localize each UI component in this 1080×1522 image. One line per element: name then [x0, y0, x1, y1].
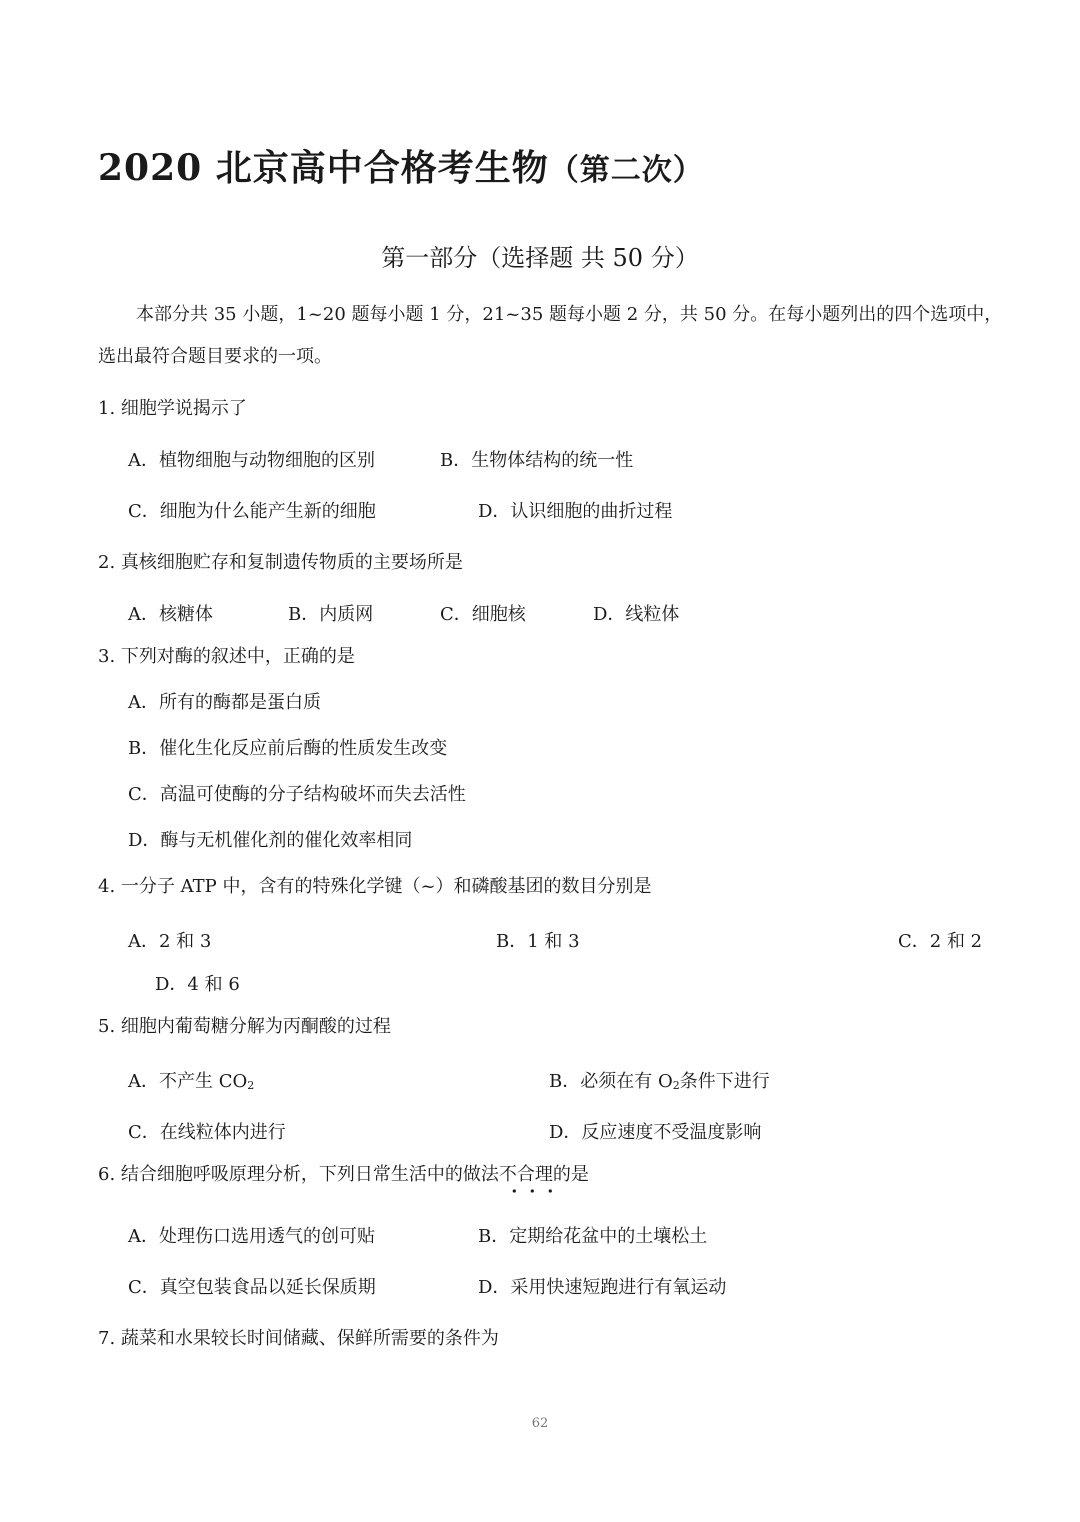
- q6-option-b: B．定期给花盆中的土壤松土: [478, 1226, 708, 1247]
- q4-option-b: B．1 和 3: [496, 931, 580, 952]
- question-7-stem: 7. 蔬菜和水果较长时间储藏、保鲜所需要的条件为: [98, 1328, 499, 1349]
- q4-option-d: D．4 和 6: [155, 974, 240, 995]
- q6-stem-after: 的是: [552, 1164, 589, 1185]
- question-4-stem: 4. 一分子 ATP 中，含有的特殊化学键（~）和磷酸基团的数目分别是: [98, 876, 652, 897]
- q6-option-a: A．处理伤口选用透气的创可贴: [128, 1226, 375, 1247]
- q6-stem-emphasis: 不合理: [498, 1164, 553, 1185]
- instructions-line1: 本部分共 35 小题，1~20 题每小题 1 分，21~35 题每小题 2 分，共 50 分。在每小题列出的四个选项中，: [136, 304, 1003, 325]
- q2-option-b: B．内质网: [288, 604, 374, 625]
- q4-option-a: A．2 和 3: [128, 931, 212, 952]
- q1-option-b: B．生物体结构的统一性: [440, 450, 634, 471]
- instructions-line2: 选出最符合题目要求的一项。: [98, 346, 332, 367]
- q3-option-d: D．酶与无机催化剂的催化效率相同: [128, 830, 413, 851]
- q6-stem-before: 6. 结合细胞呼吸原理分析，下列日常生活中的做法: [98, 1164, 499, 1185]
- q3-option-b: B．催化生化反应前后酶的性质发生改变: [128, 738, 448, 759]
- q1-option-d: D．认识细胞的曲折过程: [478, 501, 673, 522]
- q2-option-c: C．细胞核: [440, 604, 526, 625]
- q3-option-a: A．所有的酶都是蛋白质: [128, 692, 321, 713]
- q6-option-d: D．采用快速短跑进行有氧运动: [478, 1277, 727, 1298]
- q2-option-a: A．核糖体: [128, 604, 213, 625]
- q1-option-c: C．细胞为什么能产生新的细胞: [128, 501, 376, 522]
- q6-option-c: C．真空包装食品以延长保质期: [128, 1277, 376, 1298]
- question-2-stem: 2. 真核细胞贮存和复制遗传物质的主要场所是: [98, 552, 463, 573]
- section-title: 第一部分（选择题 共 50 分）: [381, 244, 699, 272]
- q5-option-a: [128, 1071, 254, 1093]
- q5-option-b: [549, 1071, 770, 1093]
- q2-option-d: D．线粒体: [593, 604, 680, 625]
- question-1-stem: 1. 细胞学说揭示了: [98, 398, 247, 419]
- title-sub: （第二次）: [548, 153, 704, 188]
- q5-option-b-subscript: 2: [672, 1079, 680, 1092]
- page-number: 62: [531, 1416, 549, 1431]
- document-title: [98, 140, 704, 191]
- q3-option-c: C．高温可使酶的分子结构破坏而失去活性: [128, 784, 466, 805]
- question-5-stem: 5. 细胞内葡萄糖分解为丙酮酸的过程: [98, 1016, 391, 1037]
- q5-option-b-rest: 条件下进行: [679, 1071, 770, 1092]
- question-3-stem: 3. 下列对酶的叙述中，正确的是: [98, 646, 355, 667]
- q1-option-a: A．植物细胞与动物细胞的区别: [128, 450, 375, 471]
- q5-option-a-text: A．不产生 CO: [128, 1071, 248, 1092]
- title-main: 2020 北京高中合格考生物: [98, 147, 549, 189]
- q5-option-d: D．反应速度不受温度影响: [549, 1122, 762, 1143]
- q5-option-c: C．在线粒体内进行: [128, 1122, 286, 1143]
- q5-option-a-subscript: 2: [247, 1079, 255, 1092]
- question-6-stem: [98, 1164, 589, 1186]
- q4-option-c: C．2 和 2: [898, 931, 983, 952]
- q5-option-b-text: B．必须在有 O: [549, 1071, 673, 1092]
